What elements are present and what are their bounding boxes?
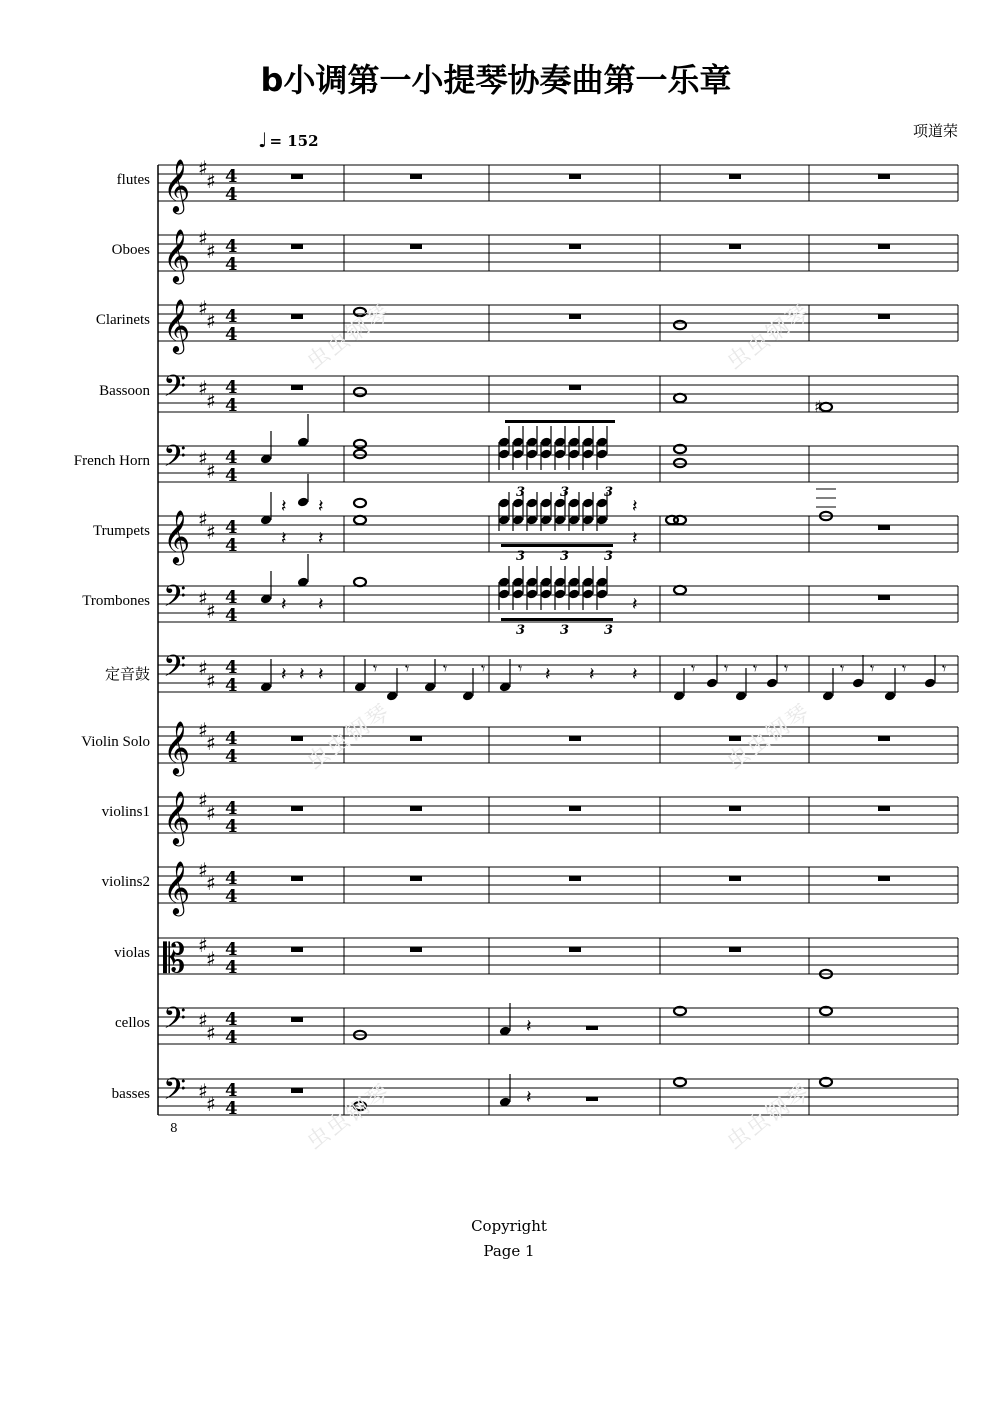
sharp-icon: ♯ <box>198 1008 208 1032</box>
whole-rest <box>569 736 581 741</box>
whole-note <box>674 321 686 329</box>
sharp-icon: ♯ <box>198 156 208 180</box>
eighth-rest: 𝄾 <box>840 659 845 678</box>
time-signature-bottom: 4 <box>225 746 238 767</box>
time-signature-bottom: 4 <box>225 465 238 486</box>
time-signature-top: 4 <box>225 447 238 468</box>
time-signature-bottom: 4 <box>225 957 238 978</box>
whole-rest <box>878 876 890 881</box>
whole-rest <box>569 876 581 881</box>
instrument-label: Trumpets <box>93 523 150 539</box>
instrument-label: basses <box>111 1086 150 1102</box>
instrument-label: cellos <box>115 1015 150 1031</box>
quarter-note <box>512 448 525 459</box>
bass-clef-icon: 𝄢 <box>163 440 187 481</box>
whole-rest <box>291 385 303 390</box>
tuplet-label: 3 <box>604 485 614 500</box>
half-rest <box>586 1026 598 1030</box>
whole-note <box>674 394 686 402</box>
eighth-rest: 𝄾 <box>724 659 729 678</box>
sharp-icon: ♯ <box>198 718 208 742</box>
time-signature-top: 4 <box>225 1080 238 1101</box>
time-signature-bottom: 4 <box>225 1098 238 1119</box>
whole-rest <box>291 174 303 179</box>
bass-clef-icon: 𝄢 <box>163 650 187 691</box>
whole-note <box>354 450 366 458</box>
sharp-icon: ♯ <box>206 1092 216 1116</box>
bass-clef-icon: 𝄢 <box>163 1073 187 1114</box>
quarter-rest: 𝄽 <box>632 664 638 685</box>
tuplet-label: 3 <box>604 549 614 564</box>
whole-note <box>354 516 366 524</box>
quarter-rest: 𝄽 <box>632 528 638 549</box>
tempo-value: = 152 <box>269 132 319 150</box>
whole-rest <box>569 174 581 179</box>
sharp-icon: ♯ <box>198 656 208 680</box>
time-signature-bottom: 4 <box>225 675 238 696</box>
sharp-icon: ♯ <box>198 933 208 957</box>
instrument-label: French Horn <box>73 453 150 469</box>
time-signature-top: 4 <box>225 657 238 678</box>
whole-rest <box>729 806 741 811</box>
time-signature-bottom: 4 <box>225 324 238 345</box>
whole-rest <box>410 174 422 179</box>
watermark: 虫虫钢琴 <box>302 1079 396 1155</box>
treble-clef-icon: 𝄞 <box>163 720 191 774</box>
time-signature-top: 4 <box>225 868 238 889</box>
quarter-note <box>498 448 511 459</box>
time-signature-top: 4 <box>225 236 238 257</box>
quarter-note <box>554 588 567 599</box>
score-title: b小调第一小提琴协奏曲第一乐章 <box>260 61 732 99</box>
time-signature-bottom: 4 <box>225 816 238 837</box>
whole-note <box>354 388 366 396</box>
eighth-rest: 𝄾 <box>870 659 875 678</box>
instrument-label: violins1 <box>101 804 150 820</box>
eighth-rest: 𝄾 <box>481 659 486 678</box>
sharp-icon: ♯ <box>198 858 208 882</box>
whole-rest <box>878 595 890 600</box>
sharp-icon: ♯ <box>198 586 208 610</box>
treble-clef-icon: 𝄞 <box>163 298 191 352</box>
quarter-note <box>540 588 553 599</box>
whole-rest <box>569 314 581 319</box>
quarter-rest: 𝄽 <box>318 664 324 685</box>
quarter-note <box>540 448 553 459</box>
watermark: 虫虫钢琴 <box>722 699 816 775</box>
quarter-note <box>852 677 865 688</box>
whole-note <box>674 516 686 524</box>
sharp-icon: ♯ <box>206 309 216 333</box>
instrument-label: Violin Solo <box>81 734 150 750</box>
instrument-label: flutes <box>116 172 150 188</box>
alto-clef-icon: 𝄡 <box>163 936 186 982</box>
watermark: 虫虫钢琴 <box>722 299 816 375</box>
instrument-label: violins2 <box>101 874 150 890</box>
sharp-icon: ♯ <box>206 459 216 483</box>
sharp-icon: ♯ <box>206 599 216 623</box>
treble-clef-icon: 𝄞 <box>163 509 191 563</box>
time-signature-top: 4 <box>225 587 238 608</box>
whole-rest <box>569 806 581 811</box>
quarter-note <box>526 497 539 508</box>
tuplet-label: 3 <box>516 623 526 638</box>
quarter-note <box>582 588 595 599</box>
sharp-icon: ♯ <box>198 376 208 400</box>
sharp-icon: ♯ <box>206 239 216 263</box>
whole-note <box>820 403 832 411</box>
whole-rest <box>410 736 422 741</box>
sharp-icon: ♯ <box>206 169 216 193</box>
time-signature-top: 4 <box>225 377 238 398</box>
watermark: 虫虫钢琴 <box>302 699 396 775</box>
quarter-note-icon: ♩ <box>258 128 268 152</box>
quarter-note <box>596 448 609 459</box>
whole-rest <box>878 244 890 249</box>
eighth-rest: 𝄾 <box>405 659 410 678</box>
whole-rest <box>878 525 890 530</box>
beam <box>501 618 613 621</box>
quarter-rest: 𝄽 <box>589 664 595 685</box>
quarter-rest: 𝄽 <box>281 528 287 549</box>
sharp-icon: ♯ <box>198 1079 208 1103</box>
quarter-rest: 𝄽 <box>632 496 638 517</box>
whole-rest <box>410 244 422 249</box>
eighth-rest: 𝄾 <box>518 659 523 678</box>
eighth-rest: 𝄾 <box>691 659 696 678</box>
whole-rest <box>291 1017 303 1022</box>
whole-rest <box>291 736 303 741</box>
beam <box>505 420 615 423</box>
octave-marker: 8 <box>170 1121 178 1135</box>
sharp-icon: ♯ <box>206 947 216 971</box>
quarter-rest: 𝄽 <box>632 594 638 615</box>
quarter-rest: 𝄽 <box>281 664 287 685</box>
whole-rest <box>729 876 741 881</box>
tuplet-label: 3 <box>560 549 570 564</box>
instrument-label: violas <box>114 945 150 961</box>
quarter-note <box>526 588 539 599</box>
whole-note <box>674 586 686 594</box>
tuplet-label: 3 <box>516 485 526 500</box>
quarter-note <box>706 677 719 688</box>
treble-clef-icon: 𝄞 <box>163 228 191 282</box>
sharp-icon: ♯ <box>198 226 208 250</box>
quarter-note <box>568 497 581 508</box>
quarter-note <box>498 497 511 508</box>
sharp-icon: ♯ <box>198 296 208 320</box>
whole-rest <box>291 806 303 811</box>
quarter-note <box>596 588 609 599</box>
quarter-note <box>297 496 310 507</box>
whole-rest <box>291 876 303 881</box>
whole-rest <box>569 947 581 952</box>
tuplet-label: 3 <box>604 623 614 638</box>
quarter-rest: 𝄽 <box>318 528 324 549</box>
quarter-note <box>540 497 553 508</box>
sharp-icon: ♯ <box>198 507 208 531</box>
bass-clef-icon: 𝄢 <box>163 370 187 411</box>
sharp-icon: ♯ <box>206 871 216 895</box>
sharp-icon: ♯ <box>206 389 216 413</box>
whole-rest <box>729 174 741 179</box>
sharp-icon: ♯ <box>814 397 822 416</box>
quarter-note <box>582 448 595 459</box>
sharp-icon: ♯ <box>198 788 208 812</box>
tuplet-label: 3 <box>516 549 526 564</box>
bass-clef-icon: 𝄢 <box>163 580 187 621</box>
whole-note <box>354 578 366 586</box>
time-signature-bottom: 4 <box>225 886 238 907</box>
whole-rest <box>410 876 422 881</box>
time-signature-top: 4 <box>225 306 238 327</box>
quarter-note <box>498 588 511 599</box>
time-signature-bottom: 4 <box>225 1027 238 1048</box>
sharp-icon: ♯ <box>198 446 208 470</box>
quarter-rest: 𝄽 <box>281 594 287 615</box>
quarter-rest: 𝄽 <box>318 496 324 517</box>
instrument-label: Clarinets <box>95 312 150 328</box>
sharp-icon: ♯ <box>206 520 216 544</box>
instrument-label: Oboes <box>111 242 150 258</box>
time-signature-bottom: 4 <box>225 254 238 275</box>
whole-rest <box>291 947 303 952</box>
quarter-note <box>582 497 595 508</box>
quarter-rest: 𝄽 <box>318 594 324 615</box>
time-signature-bottom: 4 <box>225 184 238 205</box>
time-signature-bottom: 4 <box>225 395 238 416</box>
quarter-note <box>766 677 779 688</box>
tuplet-label: 3 <box>560 485 570 500</box>
time-signature-top: 4 <box>225 1009 238 1030</box>
quarter-rest: 𝄽 <box>526 1016 532 1037</box>
treble-clef-icon: 𝄞 <box>163 860 191 914</box>
sharp-icon: ♯ <box>206 1021 216 1045</box>
instrument-label: 定音鼓 <box>104 667 150 683</box>
eighth-rest: 𝄾 <box>443 659 448 678</box>
whole-rest <box>878 314 890 319</box>
beam <box>501 544 613 547</box>
whole-note <box>674 459 686 467</box>
whole-rest <box>729 244 741 249</box>
sharp-icon: ♯ <box>206 801 216 825</box>
time-signature-top: 4 <box>225 517 238 538</box>
eighth-rest: 𝄾 <box>373 659 378 678</box>
whole-rest <box>878 806 890 811</box>
page-number: Page 1 <box>483 1242 535 1260</box>
quarter-note <box>924 677 937 688</box>
eighth-rest: 𝄾 <box>784 659 789 678</box>
treble-clef-icon: 𝄞 <box>163 158 191 212</box>
whole-rest <box>878 174 890 179</box>
sharp-icon: ♯ <box>206 731 216 755</box>
treble-clef-icon: 𝄞 <box>163 790 191 844</box>
whole-rest <box>410 947 422 952</box>
time-signature-top: 4 <box>225 166 238 187</box>
time-signature-top: 4 <box>225 728 238 749</box>
sharp-icon: ♯ <box>206 669 216 693</box>
quarter-note <box>526 448 539 459</box>
whole-rest <box>291 244 303 249</box>
quarter-note <box>512 588 525 599</box>
watermark: 虫虫钢琴 <box>302 299 396 375</box>
quarter-note <box>554 448 567 459</box>
time-signature-top: 4 <box>225 798 238 819</box>
watermark: 虫虫钢琴 <box>722 1079 816 1155</box>
quarter-rest: 𝄽 <box>299 664 305 685</box>
time-signature-top: 4 <box>225 939 238 960</box>
whole-rest <box>878 736 890 741</box>
whole-rest <box>291 1088 303 1093</box>
quarter-rest: 𝄽 <box>526 1087 532 1108</box>
whole-note <box>354 499 366 507</box>
instrument-label: Trombones <box>82 593 150 609</box>
whole-rest <box>410 806 422 811</box>
quarter-note <box>568 448 581 459</box>
quarter-rest: 𝄽 <box>281 496 287 517</box>
whole-note <box>354 440 366 448</box>
whole-rest <box>291 314 303 319</box>
whole-rest <box>569 385 581 390</box>
quarter-rest: 𝄽 <box>545 664 551 685</box>
eighth-rest: 𝄾 <box>753 659 758 678</box>
bass-clef-icon: 𝄢 <box>163 1002 187 1043</box>
composer: 项道荣 <box>912 122 958 140</box>
quarter-note <box>568 588 581 599</box>
whole-rest <box>569 244 581 249</box>
instrument-label: Bassoon <box>99 383 150 399</box>
half-rest <box>586 1097 598 1101</box>
whole-rest <box>729 947 741 952</box>
time-signature-bottom: 4 <box>225 605 238 626</box>
eighth-rest: 𝄾 <box>942 659 947 678</box>
eighth-rest: 𝄾 <box>902 659 907 678</box>
tuplet-label: 3 <box>560 623 570 638</box>
time-signature-bottom: 4 <box>225 535 238 556</box>
copyright: Copyright <box>471 1217 547 1235</box>
